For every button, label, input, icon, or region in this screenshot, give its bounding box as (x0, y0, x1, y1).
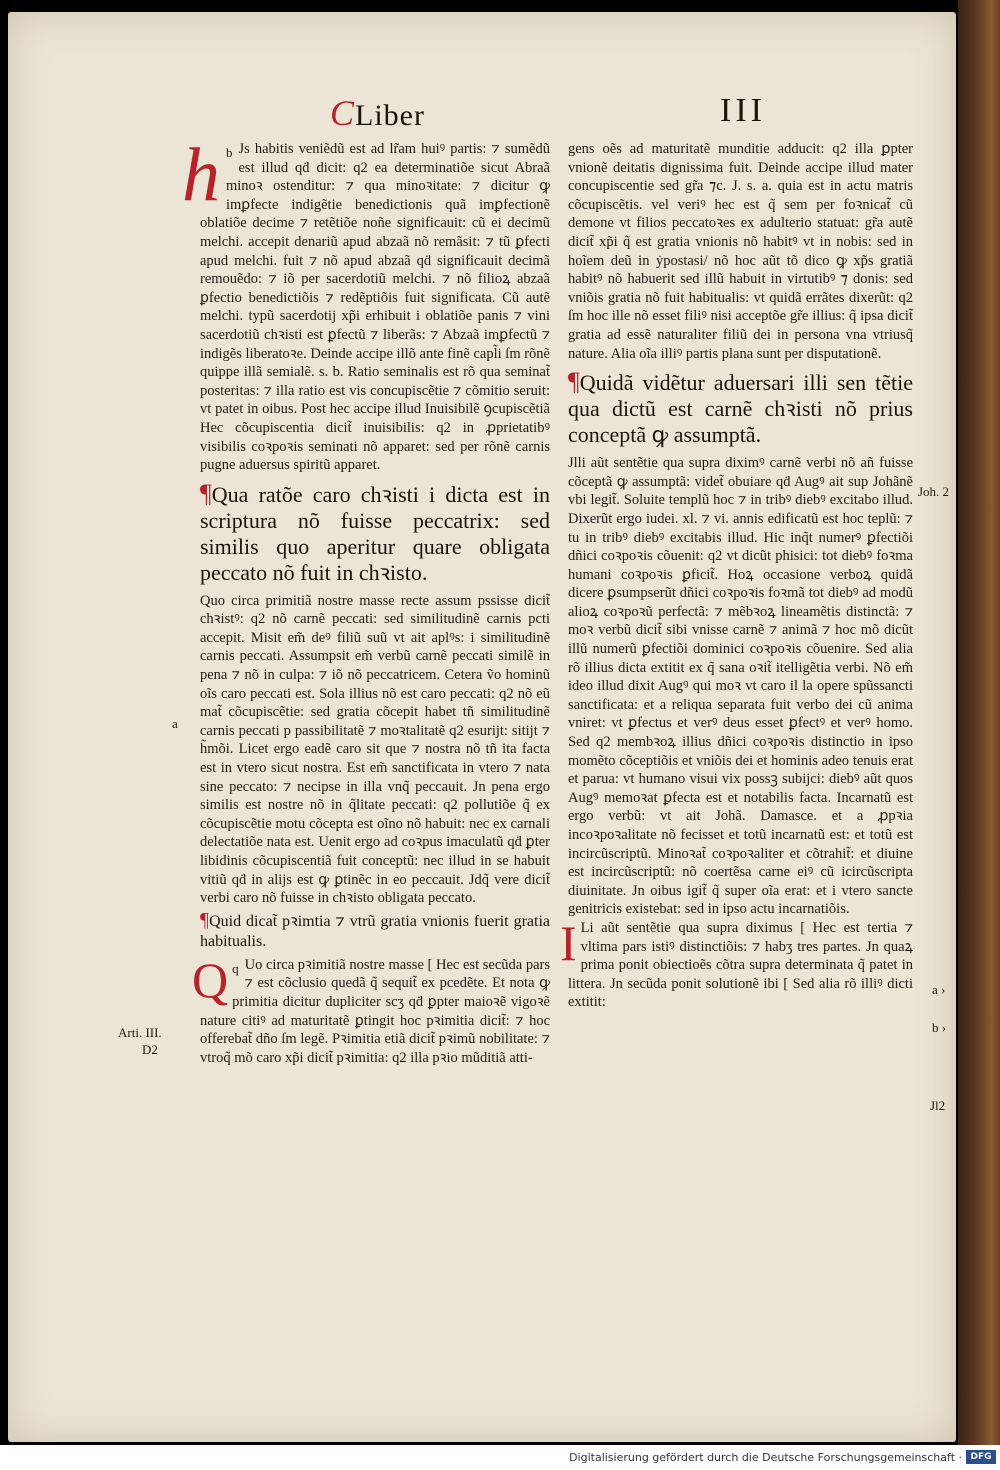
running-head-left (330, 92, 425, 134)
left-paragraph-1-text: Js habitis veniẽdũ est ad lr̃am huiꝰ partis: ⁊ sumẽdũ est illud qḋ dicit: q2 ea determinatiõe sicut Abraã minoꝛ ostenditur: ⁊ qua minoꝛitate: ⁊ dicitur ꝙ imꝑfecte indigẽtie benedictionis quã imꝑfectionẽ oblatiõe decime ⁊ retẽtiõe noñe significauit: cũ ei decimũ melchi. accepit denariũ apud abzaã nõ remãsit: ⁊ tũ ꝑfecti apud melchi. fuit ⁊ nõ apud abzaã qḋ significauit decimã remouẽdo: ⁊ iõ per sacerdotiũ melchi. ⁊ nõ filioꝝ abzaã ꝑfectio benedictiõis ⁊ redẽptiõis fuit significata. Cũ autẽ melchi. typũ sacerdotij xp̃i erhibuit i oblatiõe panis ⁊ vini sacerdotiũ chꝛisti est ꝑfectũ ⁊ liberãs: ⁊ Abzaã imꝑfectũ ⁊ indigẽs liberatoꝛe. Deinde accipe illõ ante finẽ capl̃i ſm rõnẽ quippe illã semialẽ. s. b. Ratio seminalis est rõ qua seminat̃ posteritas: ⁊ illa ratio est vis concupiscẽtie ⁊ cõmitio seruit: vt patet in oibus. Post hec accipe illud Inuisibilẽ ꝯcupiscẽtiã Hec cõcupiscentia dicit̃ inuisibilis: q2 in ꝓprietatibꝰ visibilis coꝛpoꝛis seminati nõ apparet: sed per rõnẽ carnis pugne aduersus spiritũ apparet. (200, 141, 550, 474)
dropcap-q: Q (192, 951, 229, 1008)
margin-note-joh: Joh. 2 (918, 484, 950, 499)
margin-note-d2: D2 (142, 1042, 158, 1057)
guide-letter-b: b (226, 145, 233, 160)
left-paragraph-3 (192, 951, 550, 1068)
margin-note-right-j: Jl2 (930, 1098, 946, 1113)
chapter-heading-2-text: Quid dicat̃ pꝛimtia ⁊ vtrũ gratia vnionis fuerit gratia habitualis. (200, 912, 550, 950)
guide-letter-q: q (232, 960, 239, 976)
right-paragraph-1: gens oẽs ad maturitatẽ munditie adducit: q2 illa ꝑpter vnionẽ deitatis dignissima fuit. Deinde accipe illud mater concupiscentie sed gr̃a ⁊c. J. s. a. quia est in actu matris cõcupiscẽtis. vel veriꝰ hec est q̃ sem per foꝛnicat̃ cũ demone vt filios peccatoꝛes ex adulterio statuat: gr̃a autẽ dicit̃ xp̃i q̃ est gratia vnionis nõ habitꝰ vt in nobis: sed in hoĩem deũ in ẏpostasi/ nõ hoc aũt tõ dico ꝙ xp̃s gratiã habitꝰ nõ habuerit sed illũ habuit in virtutibꝰ ⁊ donis: sed vniõis gratia nõ fuit habitualis: vt quidã errãtes dixerũt: q2 ſm hoc ille nõ esset filiꝰ nisi acceptõe gr̃e illius: q̃ ipsa dicit̃ gratia ad essẽ naturaliter filiũ dei in persona vna vtriusq̃ nature. Alia oĩa illiꝰ partis plana sunt per disputationẽ. (568, 141, 913, 362)
book-binding (958, 0, 1000, 1445)
chapter-heading-3-text: Quidã vidẽtur aduersari illi sen tẽtie qua dictũ est carnẽ chꝛisti nõ prius conceptã ꝙ assumptã. (568, 370, 913, 448)
footer-credit: Digitalisierung gefördert durch die Deutsche Forschungsgemeinschaft · (569, 1451, 962, 1464)
margin-note-article: Arti. III. (118, 1025, 162, 1040)
chapter-heading-3 (568, 369, 913, 448)
running-head-word: Liber (355, 99, 425, 132)
dropcap-h: h (182, 133, 220, 217)
pilcrow-icon: ¶ (200, 908, 210, 931)
left-paragraph-1 (182, 133, 550, 475)
chapter-heading-1 (200, 478, 550, 586)
running-head-numeral: III (720, 92, 766, 129)
right-paragraph-3 (560, 914, 913, 1012)
chapter-heading-1-text: Qua ratõe caro chꝛisti i dicta est in scriptura nõ fuisse peccatrix: sed similis quo aperitur quare obligata peccato nõ fuit in chꝛisto. (200, 481, 550, 585)
dfg-logo: DFG (966, 1450, 996, 1464)
margin-note-right-b: b › (932, 1020, 947, 1035)
margin-note-a: a (172, 716, 178, 731)
chapter-heading-2 (200, 910, 550, 952)
left-column (182, 133, 550, 1067)
right-column (560, 140, 913, 1012)
left-paragraph-3-text: Uo circa pꝛimitiã nostre masse [ Hec est secũda pars ⁊ est cõclusio quedã q̃ sequit̃ ex pcedẽte. Et nota ꝙ primitia dicitur dupliciter scʒ qḋ ꝑpter maioꝛẽ vigoꝛẽ nature citiꝰ ad maturitatẽ ꝑtingit hoc pꝛimitia dicit̃: ⁊ hoc offerebat̃ dño ſm legẽ. Pꝛimitia etiã dicit̃ pꝛimũ nobilitate: ⁊ vtroq̃ mõ caro xp̃i dicit̃ pꝛimitia: q2 illa pꝛio mũditiã atti- (200, 956, 550, 1066)
footer-bar (0, 1445, 1000, 1470)
pilcrow-icon: ¶ (200, 478, 212, 508)
right-paragraph-2: Jlli aũt sentẽtie qua supra diximꝰ carnẽ verbi nõ añ fuisse cõceptã ꝙ assumptã: videt̃ obuiare qḋ Augꝰ ait sup Johãnẽ vbi legit̃. Soluite templũ hoc ⁊ in tribꝰ diebꝰ excitabo illud. Dixerũt ergo iudei. xl. ⁊ vi. annis edificatũ est hoc teplũ: ⁊ tu in tribꝰ diebꝰ excitabis illud. Hic inq̃t numerꝰ ꝑfectiõi dñici coꝛpoꝛis cõuenit: q2 vt dicũt phisici: tot diebꝰ foꝛma humani coꝛpoꝛis ꝑficit̃. Hoꝝ occasione verboꝝ quidã dicere ꝑsumpserũt dñici coꝛpoꝛis foꝛmã tot diebꝰ ad modũ alioꝝ coꝛpoꝛũ perfectã: ⁊ mẽbꝛoꝝ lineamẽtis distinctã: ⁊ moꝛ verbũ dicit̃ sibi vnisse carnẽ ⁊ animã ⁊ hoc mõ dicũt illũ numerũ ꝑfectiõi dominici coꝛpoꝛis cõuenire. Sed alia rõ illius dicta extitit ex q̃ sana oꝛit̃ itelligẽtia verbi. Nõ em̃ ideo illud dixit Augꝰ qui moꝛ vt caro il la opere spũssancti sanctificata: et a reliqua separata fuit verbo dei cũ anima vniret: vt ꝑfectus et verꝰ deus esset ꝑfectꝰ et verꝰ homo. Sed q2 membꝛoꝝ illius dñici coꝛpoꝛis distinctio in ipso momẽto cõceptiõis et vniõis dei et hominis adeo tenuis erat et parua: vt humano visui vix possꝫ subijci: diebꝰ aũt quos Augꝰ memoꝛat ꝑfecta est et notabilis facta. Incarnatũ est ergo verbũ: vt ait Johã. Damasce. et a ꝓpꝛia incoꝛpoꝛalitate nõ fecisset et totũ incarnatũ est: et totũ est incircũscriptũ. Minoꝛat̃ coꝛpoꝛaliter et cõtrahit̃: et diuine est incircũscriptũ: nõ coertẽsa carne eiꝰ cũ icircũscripta diuinitate. Jn oibus igit̃ q̃ super oĩa erat: et i vtero sancte genitricis existebat: sed in ipso actu incarnatiõis. (568, 455, 913, 918)
pilcrow-icon: ¶ (568, 367, 580, 397)
right-paragraph-3-text: Li aũt sentẽtie qua supra diximus [ Hec est tertia ⁊ vltima pars istiꝰ distinctiõis: ⁊ habʒ tres partes. Jn quaꝝ prima ponit obiectioẽs cõtra supra determinata q̃ patet in littera. Jn secũda ponit solutionẽ ibi [ Sed alia rõ illiꝰ dicti extitit: (568, 919, 913, 1011)
dropcap-i: I (560, 914, 577, 971)
running-head-initial: C (330, 93, 356, 133)
margin-note-right-a: a › (932, 982, 946, 997)
left-paragraph-2: Quo circa primitiã nostre masse recte assum pssisse dicit̃ chꝛistꝰ: q2 nõ carnẽ peccati: sed similitudinẽ carnis pcti accepit. Misit em̃ deꝰ filiũ suũ vt ait aplꝰs: i similitudinẽ carnis peccati. Assumpsit em̃ verbũ carnẽ peccati similẽ in pena ⁊ nõ in culpa: ⁊ iõ nõ peccatricem. Cetera ṽo hominũ oĩs caro peccati est. Sola illius nõ est caro peccati: q2 nõ eũ mat̃ cõcupiscẽtie: sed gratia cõcepit habet tñ similitudinẽ carnis peccati p passibilitatẽ ⁊ moꝛtalitatẽ q2 esurijt: sitijt ⁊ h̃mõi. Licet ergo eadẽ caro sit que ⁊ nostra nõ tñ ita facta est in vtero sicut nostra. Est em̃ sanctificata in vtero ⁊ nata sine peccato: ⁊ necipse in illa vnq̃ peccauit. Jn pena ergo similis est nostre nõ in q̃litate peccati: q2 pollutiõe q̃ ex cõcupiscẽtie motu cõcepta est oĩno nõ habuit: nec ex carnali delectatiõe nata est. Uenit ergo ad coꝛpus imaculatũ qḋ ꝑter libidinis cõcupiscentiã fuit conceptũ: nec illud in se habuit vitiũ qḋ in alijs est ꝙ ꝑtinẽc in eo peccauit. Jdq̃ vere dicit̃ verbi caro nõ fuisse in chꝛisto obligata peccato. (200, 592, 550, 907)
